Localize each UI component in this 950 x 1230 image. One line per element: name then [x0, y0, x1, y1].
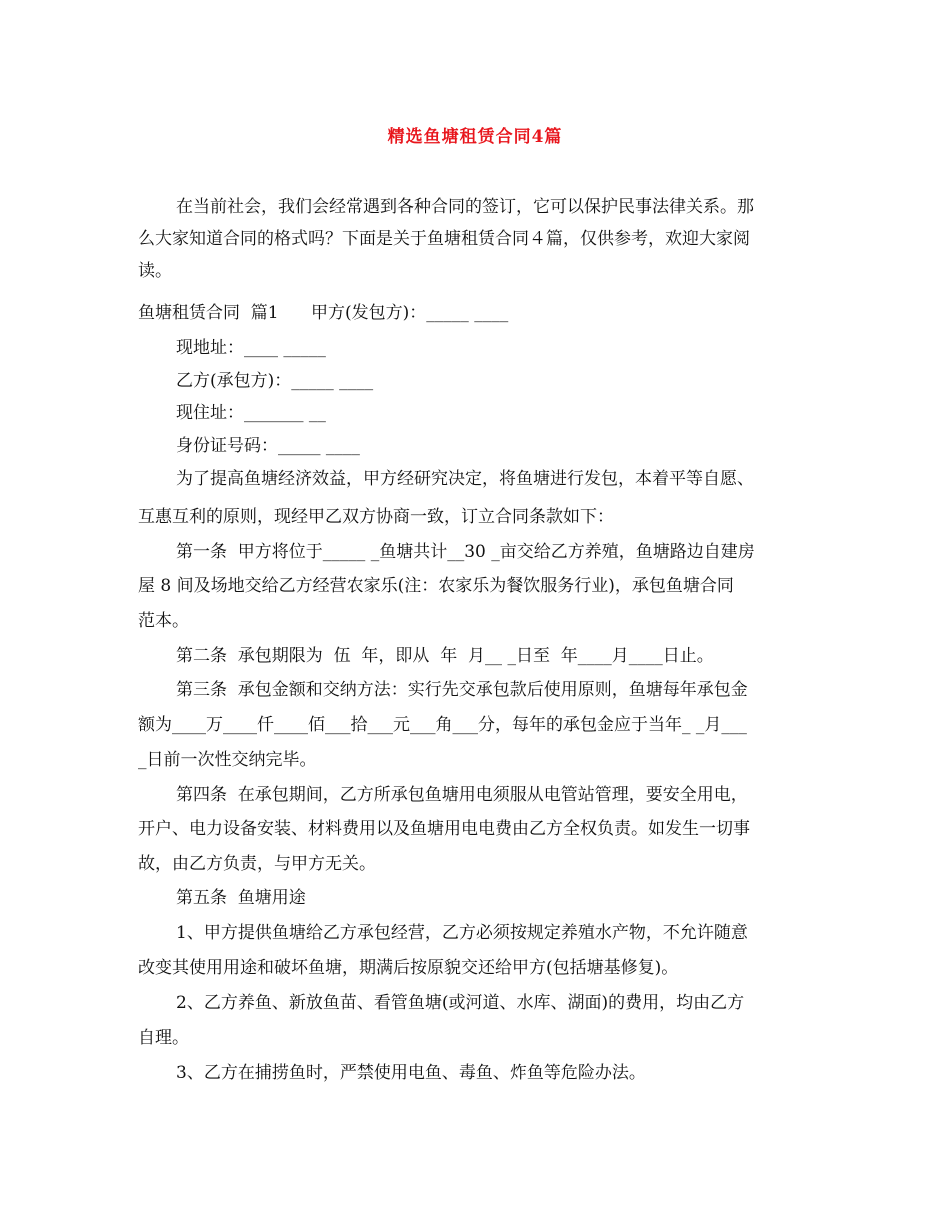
paragraph-line: 2、乙方养鱼、新放鱼苗、看管鱼塘(或河道、水库、湖面)的费用，均由乙方: [176, 993, 745, 1013]
paragraph-line: _日前一次性交纳完毕。: [138, 750, 317, 770]
paragraph-line: 第五条 鱼塘用途: [176, 888, 306, 908]
paragraph-line: 现住址：_______ __: [176, 403, 326, 423]
paragraph-line: 第四条 在承包期间，乙方所承包鱼塘用电须服从电管站管理，要安全用电，: [176, 785, 748, 805]
paragraph-line: 屋 8 间及场地交给乙方经营农家乐(注：农家乐为餐饮服务行业)，承包鱼塘合同: [138, 576, 734, 596]
paragraph-line: 鱼塘租赁合同 篇1 甲方(发包方)：_____ ____: [138, 303, 509, 323]
paragraph-line: 身份证号码：_____ ____: [176, 436, 360, 456]
paragraph-line: 互惠互利的原则，现经甲乙双方协商一致，订立合同条款如下：: [138, 507, 614, 527]
paragraph-line: 第二条 承包期限为 伍 年，即从 年 月__ _日至 年____月____日止。: [176, 646, 714, 666]
paragraph-line: 现地址：____ _____: [176, 338, 326, 358]
paragraph-line: 范本。: [138, 611, 189, 631]
paragraph-line: 读。: [138, 261, 172, 281]
paragraph-line: 自理。: [138, 1028, 189, 1048]
paragraph-line: 第三条 承包金额和交纳方法：实行先交承包款后使用原则，鱼塘每年承包金: [176, 680, 748, 700]
paragraph-line: 开户、电力设备安装、材料费用以及鱼塘用电电费由乙方全权负责。如发生一切事: [138, 819, 750, 839]
paragraph-line: 在当前社会，我们会经常遇到各种合同的签订，它可以保护民事法律关系。那: [176, 197, 754, 217]
paragraph-line: 乙方(承包方)：_____ ____: [176, 371, 374, 391]
paragraph-line: 额为____万____仟____佰___拾___元___角___分，每年的承包金应于当年_ _月___: [138, 715, 747, 735]
paragraph-line: 改变其使用用途和破坏鱼塘，期满后按原貌交还给甲方(包括塘基修复)。: [138, 958, 679, 978]
paragraph-line: 1、甲方提供鱼塘给乙方承包经营，乙方必须按规定养殖水产物，不允许随意: [176, 923, 748, 943]
paragraph-line: 故，由乙方负责，与甲方无关。: [138, 854, 376, 874]
paragraph-line: 第一条 甲方将位于_____ _鱼塘共计__30 _亩交给乙方养殖，鱼塘路边自建房: [176, 542, 755, 562]
document-title: 精选鱼塘租赁合同4篇: [387, 127, 563, 147]
paragraph-line: 3、乙方在捕捞鱼时，严禁使用电鱼、毒鱼、炸鱼等危险办法。: [176, 1063, 646, 1083]
paragraph-line: 为了提高鱼塘经济效益，甲方经研究决定，将鱼塘进行发包，本着平等自愿、: [176, 469, 754, 489]
paragraph-line: 么大家知道合同的格式吗？下面是关于鱼塘租赁合同４篇，仅供参考，欢迎大家阅: [138, 229, 750, 249]
